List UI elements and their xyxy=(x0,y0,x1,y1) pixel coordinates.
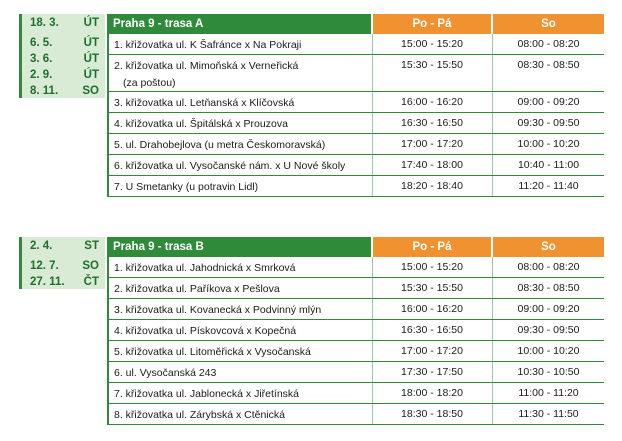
date-row xyxy=(22,34,105,50)
table-row xyxy=(107,299,604,320)
weekday-abbr: ÚT xyxy=(83,17,99,29)
table-row xyxy=(107,92,604,113)
weekday-abbr: ST xyxy=(84,240,99,252)
weekday-time: 15:30 - 15:50 xyxy=(401,59,463,71)
route-title: Praha 9 - trasa B xyxy=(107,237,371,257)
saturday-time: 11:30 - 11:50 xyxy=(518,408,579,420)
weekday-time: 17:40 - 18:00 xyxy=(401,159,463,171)
stop-name: 3. křižovatka ul. Kovanecká x Podvinný mlýn xyxy=(107,299,371,319)
weekday-time: 16:30 - 16:50 xyxy=(401,324,463,336)
stop-name: 4. křižovatka ul. Pískovcová x Kopečná xyxy=(107,320,371,340)
table-row xyxy=(107,383,604,404)
date: 27. 11. xyxy=(30,276,65,288)
weekday-time: 17:30 - 17:50 xyxy=(401,366,463,378)
table-row xyxy=(107,34,604,55)
stop-name: 3. křižovatka ul. Letňanská x Klíčovská xyxy=(107,92,371,112)
weekday-time: 15:00 - 15:20 xyxy=(401,38,463,50)
saturday-time: 09:00 - 09:20 xyxy=(517,303,580,315)
table-row xyxy=(107,278,604,299)
table-row xyxy=(107,257,604,278)
date-row xyxy=(22,273,105,289)
date: 12. 7. xyxy=(30,260,59,272)
table-header xyxy=(107,237,604,257)
weekday-header: Po - Pá xyxy=(373,237,491,257)
route-table xyxy=(107,14,604,197)
stop-name-text: 2. křižovatka ul. Mimoňská x Verneřická xyxy=(114,60,299,72)
date: 8. 11. xyxy=(30,85,59,97)
weekday-time: 18:30 - 18:50 xyxy=(401,408,463,420)
stop-name: 6. křižovatka ul. Vysočanské nám. x U Nové školy xyxy=(107,155,371,175)
saturday-time: 09:00 - 09:20 xyxy=(517,96,580,108)
saturday-time: 10:00 - 10:20 xyxy=(517,345,580,357)
weekday-time: 15:30 - 15:50 xyxy=(401,282,463,294)
table-row xyxy=(107,320,604,341)
date-column xyxy=(19,14,105,98)
saturday-time: 11:20 - 11:40 xyxy=(518,180,579,192)
weekday-time: 17:00 - 17:20 xyxy=(401,138,463,150)
stop-name: 7. U Smetanky (u potravin Lidl) xyxy=(107,176,371,196)
date: 2. 4. xyxy=(30,240,53,252)
date: 3. 6. xyxy=(30,53,53,65)
stop-name: 6. ul. Vysočanská 243 xyxy=(107,362,371,382)
table-row xyxy=(107,55,604,92)
date: 18. 3. xyxy=(30,17,59,29)
date-row xyxy=(22,14,105,34)
stop-name: 5. křižovatka ul. Litoměřická x Vysočanská xyxy=(107,341,371,361)
saturday-time: 08:30 - 08:50 xyxy=(517,59,580,71)
date-row xyxy=(22,66,105,82)
saturday-time: 09:30 - 09:50 xyxy=(517,117,580,129)
saturday-time: 09:30 - 09:50 xyxy=(517,324,580,336)
table-row xyxy=(107,404,604,425)
table-row xyxy=(107,341,604,362)
saturday-header: So xyxy=(493,237,604,257)
weekday-time: 17:00 - 17:20 xyxy=(401,345,463,357)
table-row xyxy=(107,362,604,383)
stop-name xyxy=(107,55,371,91)
date: 6. 5. xyxy=(30,37,53,49)
stop-name: 7. křižovatka ul. Jablonecká x Jiřetínská xyxy=(107,383,371,403)
saturday-time: 10:40 - 11:00 xyxy=(517,159,580,171)
saturday-time: 10:30 - 10:50 xyxy=(517,366,580,378)
saturday-time: 10:00 - 10:20 xyxy=(517,138,580,150)
date-row xyxy=(22,82,105,98)
weekday-time: 16:00 - 16:20 xyxy=(401,96,463,108)
saturday-header: So xyxy=(493,14,604,34)
date-row xyxy=(22,50,105,66)
stop-name: 5. ul. Drahobejlova (u metra Českomoravská) xyxy=(107,134,371,154)
weekday-abbr: ÚT xyxy=(83,37,99,49)
stop-name: 2. křižovatka ul. Paříkova x Pešlova xyxy=(107,278,371,298)
saturday-time: 11:00 - 11:20 xyxy=(518,387,579,399)
weekday-time: 18:20 - 18:40 xyxy=(401,180,463,192)
saturday-time: 08:30 - 08:50 xyxy=(517,282,580,294)
route-title: Praha 9 - trasa A xyxy=(107,14,371,34)
weekday-abbr: ČT xyxy=(83,276,99,288)
weekday-header: Po - Pá xyxy=(373,14,491,34)
weekday-time: 16:30 - 16:50 xyxy=(401,117,463,129)
date: 2. 9. xyxy=(30,69,53,81)
stop-name: 4. křižovatka ul. Špitálská x Prouzova xyxy=(107,113,371,133)
weekday-abbr: SO xyxy=(82,260,99,272)
stop-name: 1. křižovatka ul. Jahodnická x Smrková xyxy=(107,257,371,277)
table-row xyxy=(107,113,604,134)
weekday-abbr: ÚT xyxy=(83,53,99,65)
date-row xyxy=(22,257,105,273)
weekday-time: 18:00 - 18:20 xyxy=(401,387,463,399)
route-table xyxy=(107,237,604,425)
weekday-time: 15:00 - 15:20 xyxy=(401,261,463,273)
date-column xyxy=(19,237,105,289)
table-row xyxy=(107,176,604,197)
table-row xyxy=(107,134,604,155)
stop-name: 1. křižovatka ul. K Šafránce x Na Pokraji xyxy=(107,34,371,54)
saturday-time: 08:00 - 08:20 xyxy=(517,38,580,50)
saturday-time: 08:00 - 08:20 xyxy=(517,261,580,273)
weekday-abbr: SO xyxy=(82,85,99,97)
weekday-abbr: ÚT xyxy=(83,69,99,81)
stop-note: (za poštou) xyxy=(123,77,176,89)
weekday-time: 16:00 - 16:20 xyxy=(401,303,463,315)
table-header xyxy=(107,14,604,34)
date-row xyxy=(22,237,105,257)
table-row xyxy=(107,155,604,176)
stop-name: 8. křižovatka ul. Zárybská x Ctěnická xyxy=(107,404,371,424)
